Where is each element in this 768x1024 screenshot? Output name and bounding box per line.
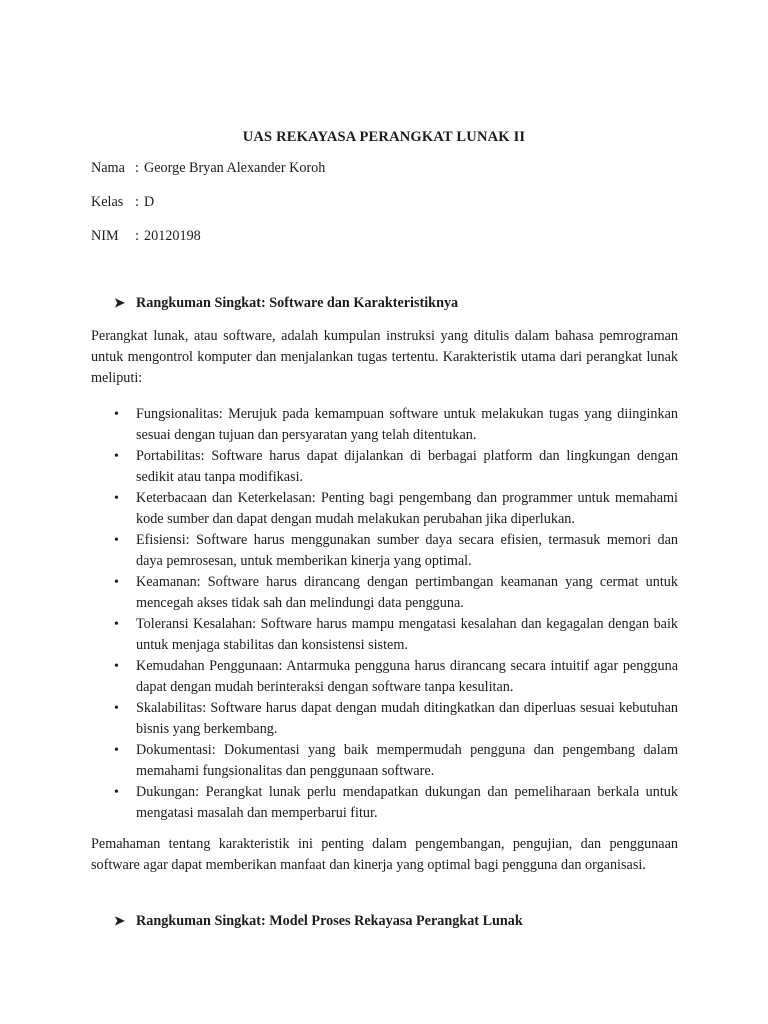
list-item-text: Portabilitas: Software harus dapat dijalankan di berbagai platform dan lingkungan dengan sedikit atau tanpa modifikasi.	[136, 448, 678, 485]
list-item-text: Toleransi Kesalahan: Software harus mampu mengatasi kesalahan dan kegagalan dengan baik untuk menjaga stabilitas dan konsistensi sistem.	[136, 616, 678, 653]
bullet-dot-icon: •	[114, 533, 119, 548]
list-item-text: Kemudahan Penggunaan: Antarmuka pengguna harus dirancang secara intuitif agar pengguna dapat dengan mudah berinteraksi dengan software tanpa kesulitan.	[136, 658, 678, 695]
meta-label-kelas: Kelas	[91, 194, 124, 210]
list-item-text: Keamanan: Software harus dirancang dengan pertimbangan keamanan yang cermat untuk mencegah akses tidak sah dan melindungi data pengguna.	[136, 574, 678, 611]
list-item	[91, 530, 678, 572]
meta-separator: :	[135, 228, 139, 244]
bullet-dot-icon: •	[114, 701, 119, 716]
meta-separator: :	[135, 160, 139, 176]
section-heading-model-proses	[114, 910, 523, 932]
list-item	[91, 614, 678, 656]
bullet-dot-icon: •	[114, 785, 119, 800]
meta-label-nama: Nama	[91, 160, 125, 176]
list-item-text: Dokumentasi: Dokumentasi yang baik mempermudah pengguna dan pengembang dalam memahami fungsionalitas dan penggunaan software.	[136, 742, 678, 779]
section-heading-text: Rangkuman Singkat: Software dan Karakteristiknya	[136, 295, 459, 311]
bullet-dot-icon: •	[114, 575, 119, 590]
list-item-text: Fungsionalitas: Merujuk pada kemampuan software untuk melakukan tugas yang diinginkan sesuai dengan tujuan dan persyaratan yang telah ditentukan.	[136, 406, 678, 443]
arrow-bullet-icon: ➤	[114, 913, 125, 928]
list-item-text: Skalabilitas: Software harus dapat dengan mudah ditingkatkan dan diperluas sesuai kebutuhan bisnis yang berkembang.	[136, 700, 678, 737]
meta-value-nim: 20120198	[144, 228, 201, 244]
bullet-dot-icon: •	[114, 659, 119, 674]
list-item-text: Dukungan: Perangkat lunak perlu mendapatkan dukungan dan pemeliharaan berkala untuk mengatasi masalah dan memperbarui fitur.	[136, 784, 678, 821]
document-title: UAS REKAYASA PERANGKAT LUNAK II	[242, 129, 526, 145]
meta-label-nim: NIM	[91, 228, 119, 244]
arrow-bullet-icon: ➤	[114, 295, 125, 310]
list-item	[91, 572, 678, 614]
list-item	[91, 698, 678, 740]
list-item	[91, 740, 678, 782]
list-item	[91, 656, 678, 698]
meta-value-kelas: D	[144, 194, 155, 210]
meta-value-nama: George Bryan Alexander Koroh	[144, 160, 326, 176]
section-heading-software	[114, 292, 458, 314]
meta-row-nama	[91, 158, 325, 179]
bullet-dot-icon: •	[114, 491, 119, 506]
list-item	[91, 782, 678, 824]
conclusion-paragraph: Pemahaman tentang karakteristik ini penting dalam pengembangan, pengujian, dan penggunaan software agar dapat memberikan manfaat dan kinerja yang optimal bagi pengguna dan organisasi.	[91, 836, 678, 873]
meta-row-kelas	[91, 192, 154, 213]
bullet-dot-icon: •	[114, 743, 119, 758]
bullet-dot-icon: •	[114, 617, 119, 632]
characteristics-list	[91, 404, 678, 824]
meta-separator: :	[135, 194, 139, 210]
list-item	[91, 404, 678, 446]
meta-row-nim	[91, 226, 201, 247]
list-item	[91, 446, 678, 488]
section-heading-text: Rangkuman Singkat: Model Proses Rekayasa Perangkat Lunak	[136, 913, 523, 929]
intro-paragraph: Perangkat lunak, atau software, adalah kumpulan instruksi yang ditulis dalam bahasa pemrograman untuk mengontrol komputer dan menjalankan tugas tertentu. Karakteristik utama dari perangkat lunak meliputi:	[91, 328, 678, 386]
list-item-text: Keterbacaan dan Keterkelasan: Penting bagi pengembang dan programmer untuk memahami kode sumber dan dapat dengan mudah melakukan perubahan jika diperlukan.	[136, 490, 678, 527]
bullet-dot-icon: •	[114, 407, 119, 422]
bullet-dot-icon: •	[114, 449, 119, 464]
list-item	[91, 488, 678, 530]
list-item-text: Efisiensi: Software harus menggunakan sumber daya secara efisien, termasuk memori dan daya pemrosesan, untuk memberikan kinerja yang optimal.	[136, 532, 678, 569]
